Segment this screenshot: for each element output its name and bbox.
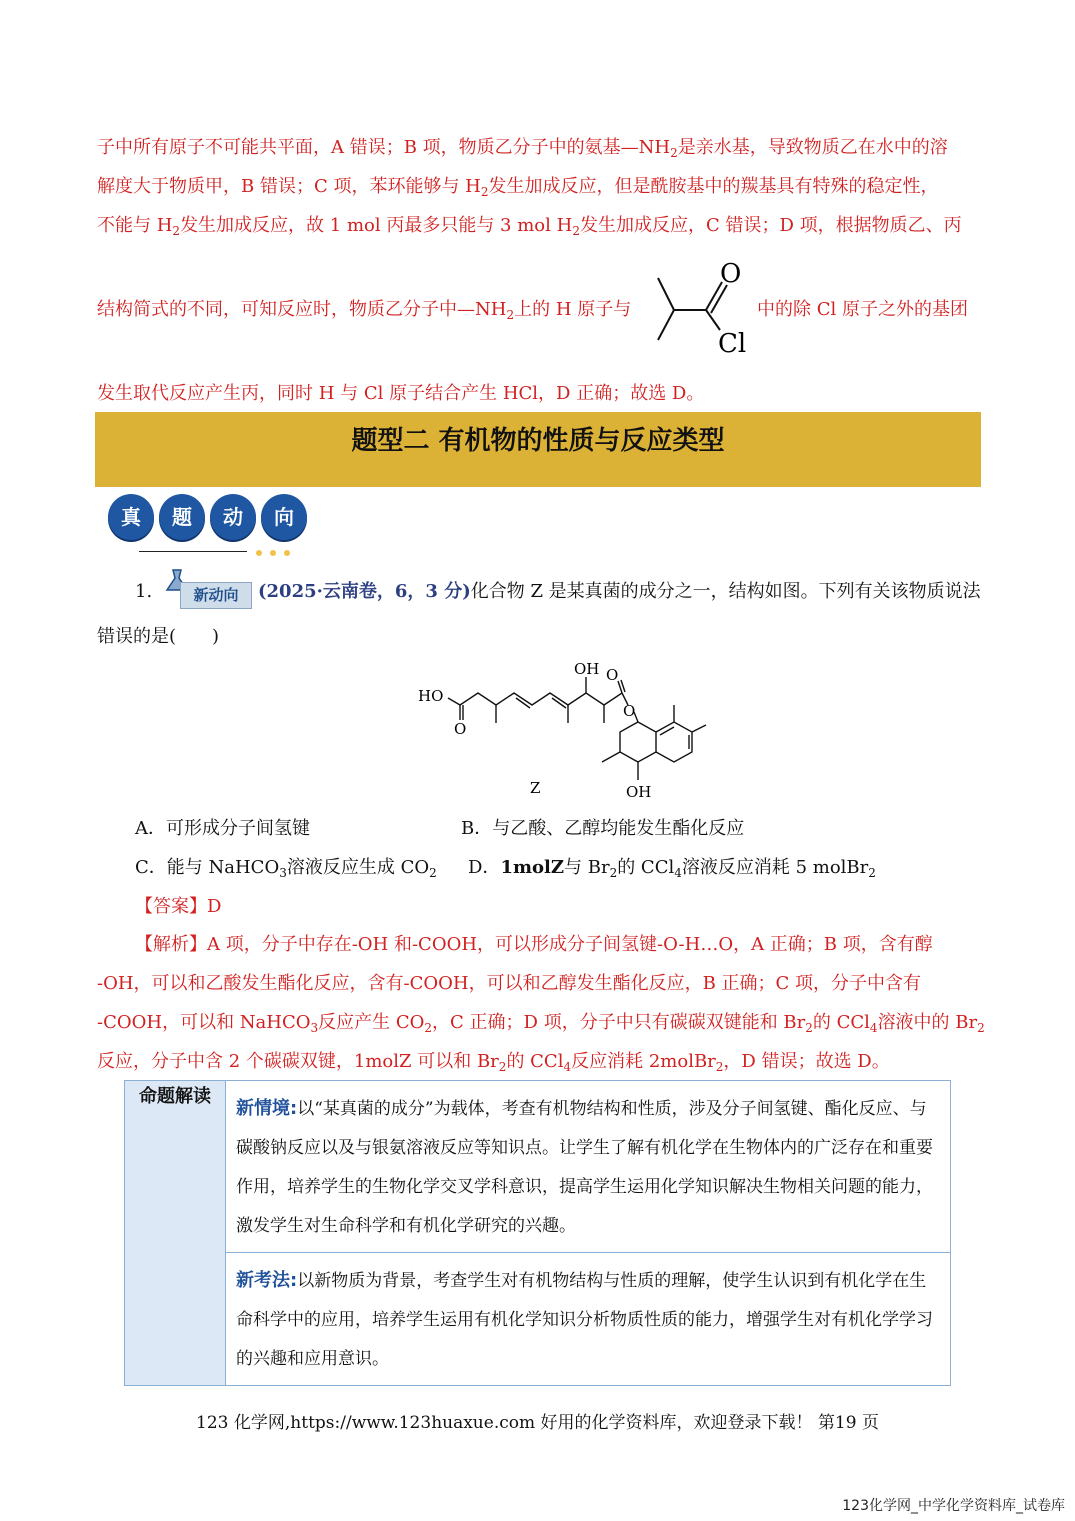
oxygen-label: O (606, 666, 619, 684)
option-d: D．1molZ与 $Br_2$的 CCl$_4$溶液反应消耗 5 molBr$_2$ (468, 857, 876, 880)
oh-label: OH (626, 783, 652, 801)
new-situation-text: 以“某真菌的成分”为载体，考查有机物结构和性质，涉及分子间氢键、酯化反应、与碳酸钠反应以及与银氨溶液反应等知识点。让学生了解有机化学在生物体内的广泛存在和重要作用，培养学生的生物化学交叉学科意识，提高学生运用化学知识解决生物相关问题的能力，激发学生对生命科学和有机化学研究的兴趣。 (236, 1099, 933, 1236)
oxygen-label: O (720, 259, 742, 289)
analysis-line-1: 【解析】A 项，分子中存在-OH 和-COOH，可以形成分子间氢键-O-H…O，A 正确；B 项，含有醇 (135, 934, 933, 955)
ho-label: HO (418, 687, 444, 705)
oxygen-label: O (623, 702, 636, 720)
compound-z-structure (412, 655, 712, 803)
decor-dot (270, 550, 276, 556)
question-stem-line-1: (2025·云南卷，6，3 分)化合物 Z 是某真菌的成分之一，结构如图。下列有关该物质说法 (258, 581, 981, 602)
oh-label: OH (574, 660, 600, 678)
oxygen-label: O (454, 720, 467, 738)
compound-label: Z (530, 779, 541, 797)
zhenti-char-1: 真 (108, 494, 154, 540)
decor-dot (284, 550, 290, 556)
explanation-line-5: 发生取代反应产生丙，同时 H 与 Cl 原子结合产生 HCl，D 正确；故选 D。 (97, 383, 705, 404)
new-method-cell (226, 1253, 951, 1386)
explanation-line-4-tail: 中的除 Cl 原子之外的基团 (757, 299, 968, 320)
interpretation-label: 命题解读 (125, 1081, 226, 1386)
zhenti-char-3: 动 (210, 494, 256, 540)
new-method-tag: 新考法: (236, 1270, 298, 1291)
zhenti-char-4: 向 (261, 494, 307, 540)
acyl-chloride-structure (650, 258, 760, 358)
explanation-line-3: 不能与 $H_2$发生加成反应，故 1 mol 丙最多只能与 3 mol $H_2$发生加成反应，C 错误；D 项，根据物质乙、丙 (97, 215, 962, 238)
watermark: 123化学网_中学化学资料库_试卷库 (842, 1498, 1065, 1514)
new-situation-cell (226, 1081, 951, 1253)
option-b: B．与乙酸、乙醇均能发生酯化反应 (461, 818, 745, 839)
answer: 【答案】D (135, 896, 222, 917)
zhenti-char-2: 题 (159, 494, 205, 540)
question-number: 1. (135, 581, 153, 602)
new-situation-tag: 新情境: (236, 1098, 298, 1119)
question-stem-line-2: 错误的是( ) (97, 626, 220, 647)
decor-dot (256, 550, 262, 556)
chlorine-label: Cl (718, 329, 747, 358)
explanation-line-2: 解度大于物质甲，B 错误；C 项，苯环能够与 $H_2$发生加成反应，但是酰胺基中的羰基具有特殊的稳定性， (97, 176, 939, 199)
section-title-banner: 题型二 有机物的性质与反应类型 (95, 412, 981, 487)
option-a: A．可形成分子间氢键 (135, 818, 310, 839)
new-trend-badge: 新动向 (180, 582, 252, 609)
explanation-line-1: 子中所有原子不可能共平面，A 错误；B 项，物质乙分子中的氨基$—NH_2$是亲水基，导致物质乙在水中的溶 (97, 137, 948, 160)
question-source: (2025·云南卷，6，3 分) (258, 581, 471, 602)
interpretation-table (124, 1080, 951, 1386)
explanation-line-4: 结构简式的不同，可知反应时，物质乙分子中$—NH_2$上的 H 原子与 (97, 299, 632, 322)
analysis-line-3: -COOH，可以和 NaHCO$_3$反应产生 $CO_2$，C 正确；D 项，分子中只有碳碳双键能和 $Br_2$的 CCl$_4$溶液中的 $Br_2$ (97, 1012, 985, 1035)
zhenti-divider (139, 551, 247, 552)
analysis-line-4: 反应，分子中含 2 个碳碳双键，1molZ 可以和 $Br_2$的 CCl$_4$反应消耗 2molBr$_2$，D 错误；故选 D。 (97, 1051, 890, 1074)
new-method-text: 以新物质为背景，考查学生对有机物结构与性质的理解，使学生认识到有机化学在生命科学中的应用，培养学生运用有机化学知识分析物质性质的能力，增强学生对有机化学学习的兴趣和应用意识。 (236, 1271, 933, 1369)
analysis-line-2: -OH，可以和乙酸发生酯化反应，含有-COOH，可以和乙醇发生酯化反应，B 正确；C 项，分子中含有 (97, 973, 922, 994)
option-c: C．能与 NaHCO$_3$溶液反应生成 $CO_2$ (135, 857, 437, 880)
page-footer: 123 化学网,https://www.123huaxue.com 好用的化学资料库，欢迎登录下载！ 第19 页 (196, 1413, 879, 1433)
